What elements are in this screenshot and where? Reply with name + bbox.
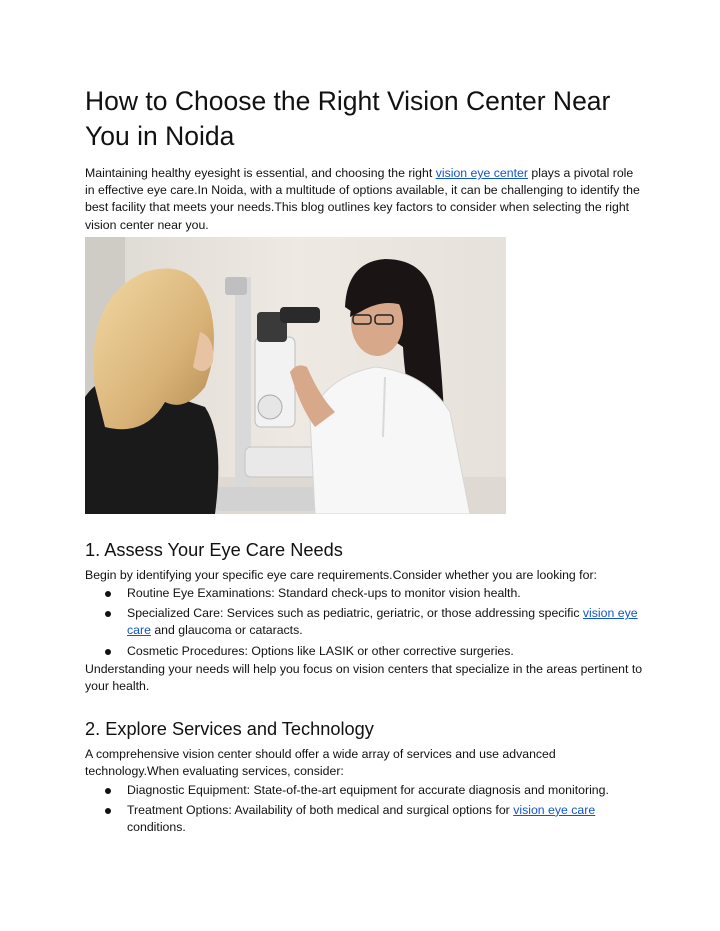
- eye-exam-photo: [85, 237, 506, 514]
- bullet-icon: [105, 611, 111, 617]
- section-2-lead: A comprehensive vision center should offer a wide array of services and use advanced technology.When evaluating services, consider:: [85, 747, 556, 779]
- vision-eye-care-link-2[interactable]: vision eye care: [513, 802, 596, 817]
- vision-eye-center-link[interactable]: vision eye center: [435, 166, 528, 180]
- bullet-icon: [105, 808, 111, 814]
- list-item: Diagnostic Equipment: State-of-the-art equipment for accurate diagnosis and monitoring.: [85, 782, 645, 799]
- vision-eye-care-link[interactable]: vision eye care: [127, 606, 638, 638]
- section-2-list: [85, 782, 645, 837]
- section-1-closing: Understanding your needs will help you focus on vision centers that specialize in the areas pertinent to your health.: [85, 661, 643, 694]
- intro-text-start: Maintaining healthy eyesight is essential, and choosing the right: [85, 166, 436, 180]
- section-1-list: [85, 585, 645, 660]
- intro-paragraph: [85, 165, 645, 234]
- section-1-lead: Begin by identifying your specific eye care requirements.Consider whether you are looking for:: [85, 567, 597, 582]
- bullet-icon: [105, 591, 111, 597]
- bullet-icon: [105, 788, 111, 794]
- section-1-heading: 1. Assess Your Eye Care Needs: [85, 539, 343, 560]
- list-item: Cosmetic Procedures: Options like LASIK or other corrective surgeries.: [85, 643, 645, 660]
- list-item: Treatment Options: Availability of both medical and surgical options for vision eye care conditions.: [85, 802, 645, 836]
- intro-text-end: plays a pivotal role in effective eye care.In Noida, with a multitude of options available, it can be challenging to identify the best facility that meets your needs.This blog outlines key factors to consider when selecting the right vision center near you.: [85, 166, 640, 232]
- section-2-heading: 2. Explore Services and Technology: [85, 719, 374, 740]
- bullet-icon: [105, 649, 111, 655]
- list-item: Routine Eye Examinations: Standard check-ups to monitor vision health.: [85, 585, 645, 602]
- article-title: How to Choose the Right Vision Center Near You in Noida: [85, 86, 611, 151]
- list-item: Specialized Care: Services such as pediatric, geriatric, or those addressing specific vision eye care and glaucoma or cataracts.: [85, 605, 645, 639]
- article-body: [85, 84, 645, 839]
